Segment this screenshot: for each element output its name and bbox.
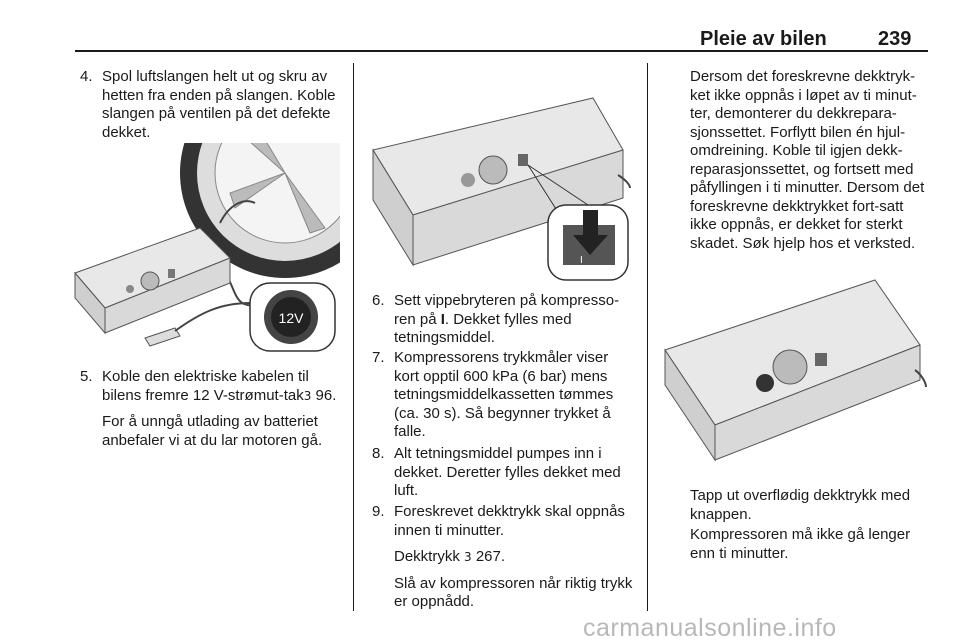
step-5 [80,368,345,458]
compressor-drawing [75,228,230,333]
step-note: For å unngå utlading av batteriet anbefaler vi at du lar motoren gå. [102,413,323,449]
step-text: Koble den elektriske kabelen til bilens fremre 12 V-strømut-tak [102,368,309,404]
step-8 [372,445,637,501]
step-number: 4. [80,68,93,85]
compressor-switch-illustration [368,90,636,285]
page-title: Pleie av bilen [700,28,827,50]
switch-inset [548,205,628,280]
paragraph-pressure-not-reached: Dersom det foreskrevne dekktryk-ket ikke oppnås i løpet av ti minut-ter, demonterer du dekkrepara-sjonssettet. Forflytt bilen én hjul-omdreining. Koble til igjen dekk-reparasjonssettet, og fortsett med påfyllingen i ti minutter. Dersom det foreskrevne dekktrykket fort-satt ikke oppnås, er dekket for sterkt skadet. Søk hjelp hos et verksted. [690,68,925,252]
step-number: 7. [372,349,385,366]
page-ref-icon: 3 [303,388,312,403]
switch-position: I [440,310,445,328]
page-number: 239 [878,28,912,50]
step-text-cont: . Dekket fylles med tetningsmiddel. [394,310,572,346]
step-7 [372,349,637,442]
compressor-drawing [665,280,926,460]
socket-inset [250,283,335,351]
compressor-connection-illustration [70,143,340,355]
column-divider-2 [647,63,648,611]
step-number: 6. [372,292,385,309]
socket-label: 12V [278,310,304,326]
page-ref: 96. [315,386,337,404]
step-note: Slå av kompressoren når riktig trykk er oppnådd. [394,574,633,610]
header-rule [75,50,928,52]
page-ref-icon: 3 [464,550,472,564]
step-9 [372,503,637,620]
step-text: Foreskrevet dekktrykk skal oppnås innen ti minutter. [394,503,625,539]
step-number: 8. [372,445,385,462]
step-text: Alt tetningsmiddel pumpes inn i dekket. Deretter fylles dekket med luft. [394,445,621,499]
paragraph-time-limit: Kompressoren må ikke gå lenger enn ti minutter. [690,526,911,562]
compressor-release-illustration [660,275,928,465]
pressure-label: Dekktrykk [394,548,460,565]
step-number: 5. [80,368,93,385]
step-6 [372,292,637,348]
paragraph-release-pressure: Tapp ut overflødig dekktrykk med knappen. [690,487,911,523]
switch-position-label: I [580,255,583,266]
step-number: 9. [372,503,385,520]
step-4 [80,68,345,142]
step-text: Kompressorens trykkmåler viser kort opptil 600 kPa (6 bar) mens tetningsmiddelkassetten tømmes (ca. 30 s). Så begynner trykket å falle. [394,349,614,440]
page-ref: 267. [475,548,506,565]
column-divider-1 [353,63,354,611]
step-text: Sett vippebryteren på kompresso-ren på [394,292,620,328]
step-text: Spol luftslangen helt ut og skru av hetten fra enden på slangen. Koble slangen på ventilen på det defekte dekket. [102,68,336,141]
watermark: carmanualsonline.info [583,614,837,642]
